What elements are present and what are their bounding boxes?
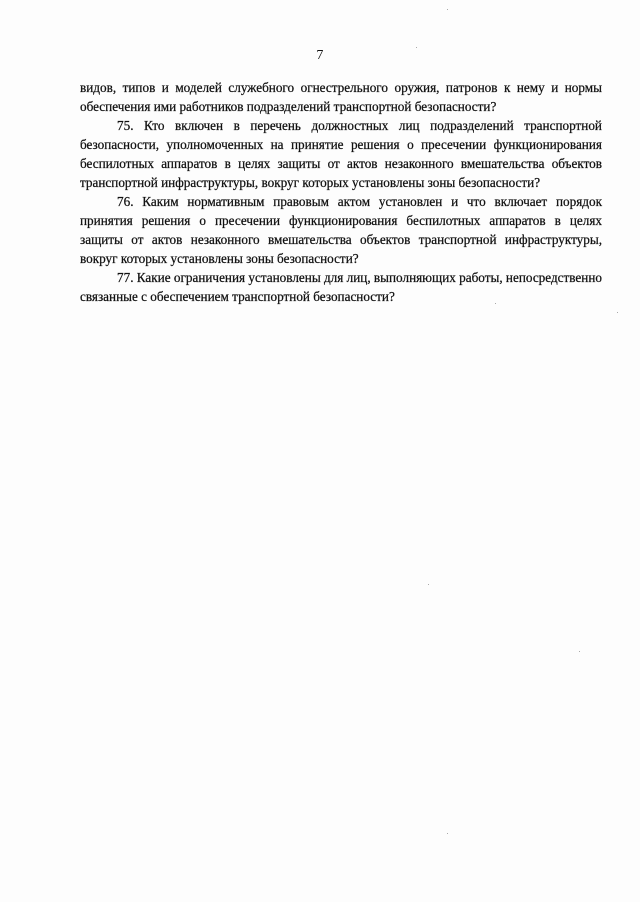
scan-speck xyxy=(428,584,429,585)
page-number: 7 xyxy=(316,48,324,63)
scan-speck xyxy=(447,833,448,834)
paragraph-continuation: видов, типов и моделей служебного огнестрельного оружия, патронов к нему и нормы обеспечения ими работников подразделений транспортной безопасности? xyxy=(80,80,602,114)
scan-speck xyxy=(495,303,496,304)
scan-speck xyxy=(617,312,618,313)
scan-speck xyxy=(416,47,417,48)
question-76: 76. Каким нормативным правовым актом установлен и что включает порядок принятия решения о пресечении функционирования беспилотных аппаратов в целях защиты от актов незаконного вмешательства объектов транспортной инфраструктуры, вокруг которых установлены зоны безопасности? xyxy=(80,194,602,266)
scan-speck xyxy=(447,9,448,10)
question-77: 77. Какие ограничения установлены для лиц, выполняющих работы, непосредственно связанные с обеспечением транспортной безопасности? xyxy=(80,270,602,304)
scan-speck xyxy=(579,651,580,652)
question-75: 75. Кто включен в перечень должностных лиц подразделений транспортной безопасности, уполномоченных на принятие решения о пресечении функционирования беспилотных аппаратов в целях защиты от актов незаконного вмешательства объектов транспортной инфраструктуры, вокруг которых установлены зоны безопасности? xyxy=(80,118,602,190)
document-body xyxy=(80,78,602,306)
